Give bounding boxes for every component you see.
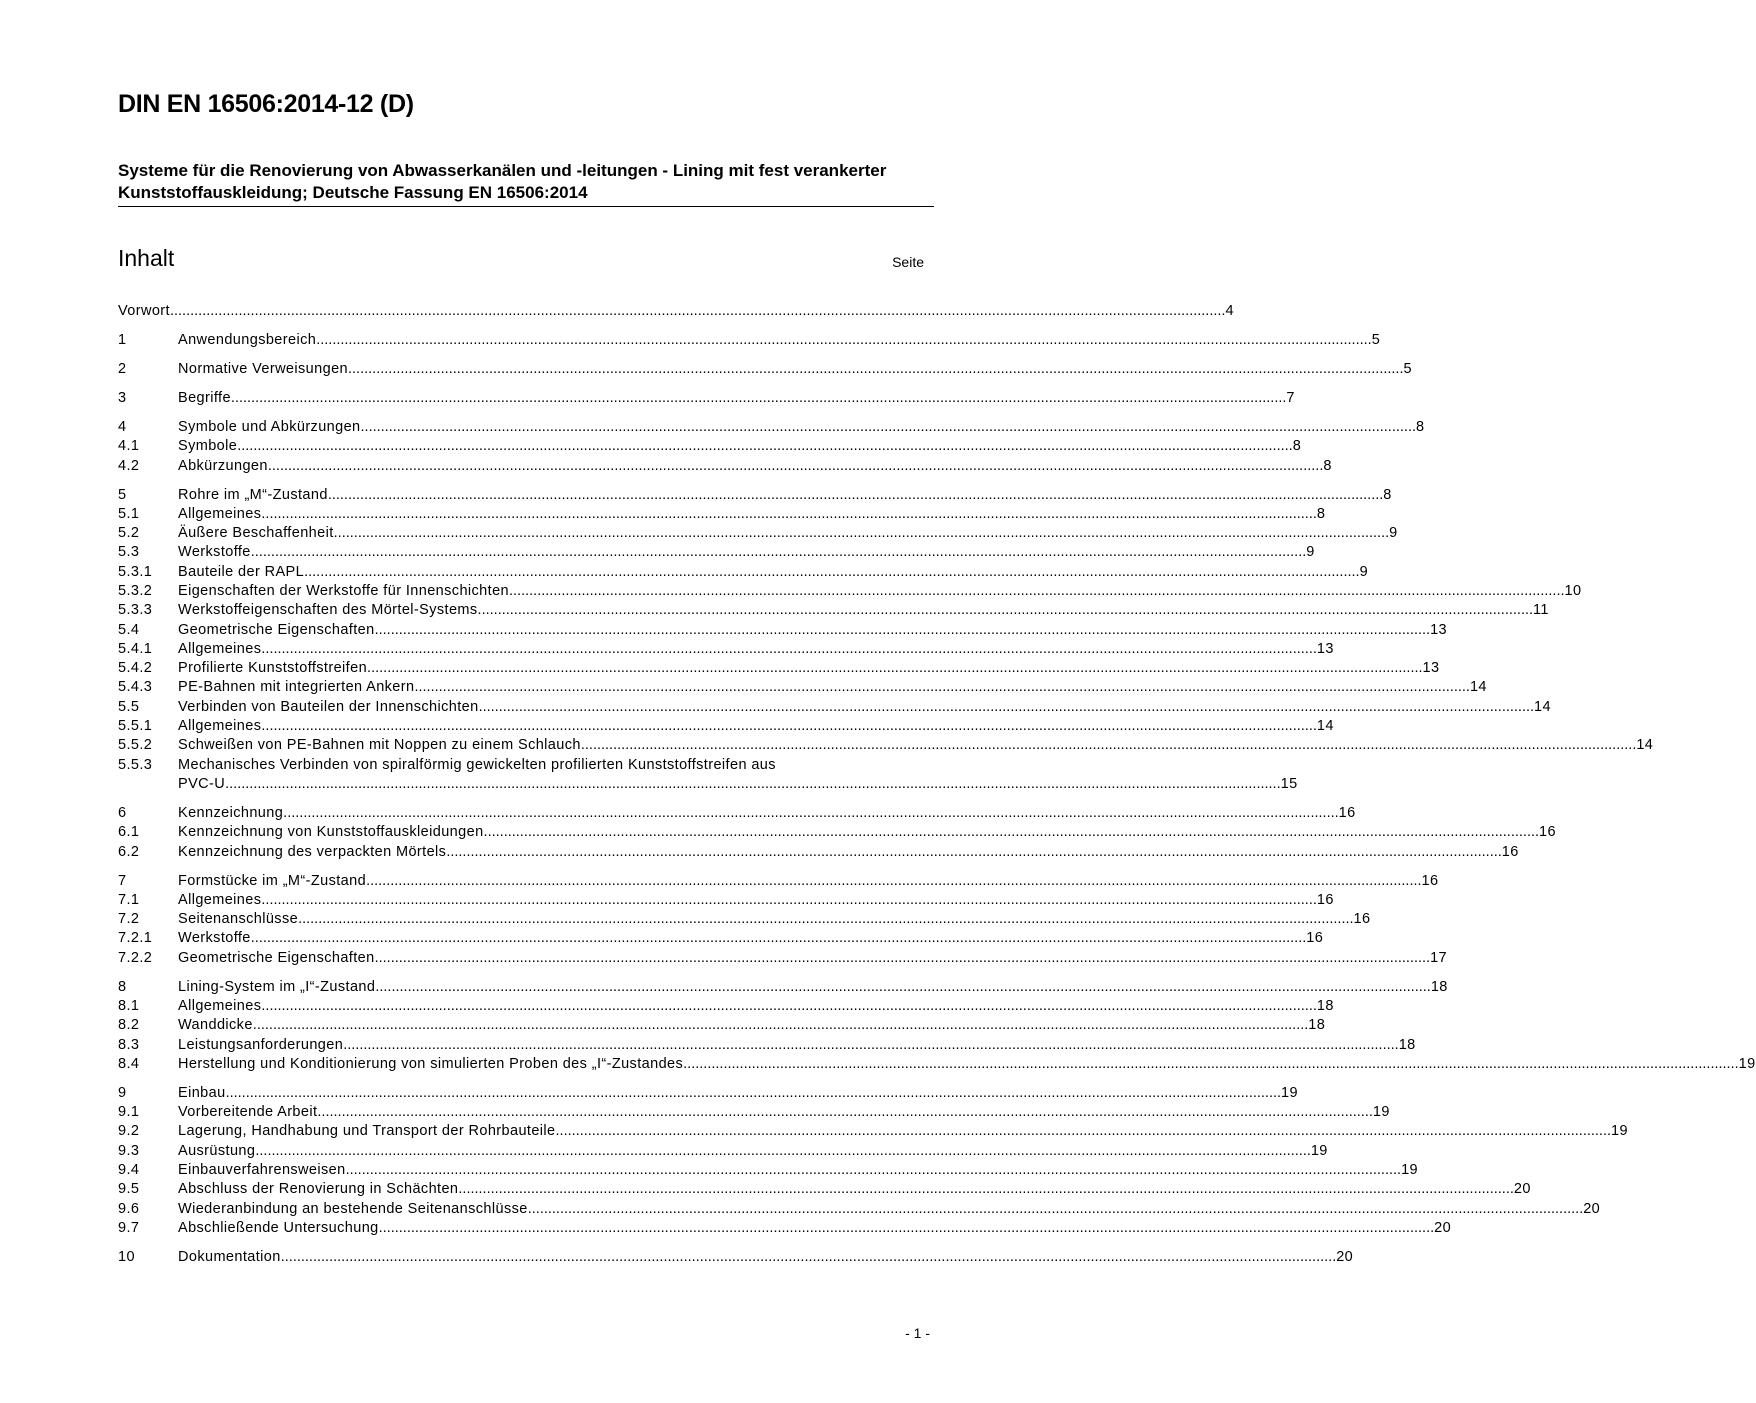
toc-entry-title: Formstücke im „M“-Zustand [178, 872, 367, 889]
toc-entry-page: 8 [1323, 457, 1332, 474]
toc-entry-page: 14 [1636, 737, 1654, 754]
toc-entry-title: Allgemeines [178, 640, 262, 657]
toc-leader-dots [268, 457, 1323, 476]
toc-entry-page: 11 [1533, 602, 1549, 619]
toc-entry-number: 4.1 [118, 438, 140, 455]
toc-leader-dots [253, 1016, 1308, 1035]
toc-entry-page: 8 [1416, 418, 1425, 435]
toc-entry-page: 17 [1430, 949, 1448, 966]
toc-entry-title: Mechanisches Verbinden von spiralförmig gewickelten profilierten Kunststoffstreifen aus [178, 756, 776, 773]
toc-entry-title: Ausrüstung [178, 1142, 256, 1159]
table-of-contents [118, 302, 1756, 1267]
toc-leader-dots [446, 843, 1501, 862]
toc-entry-title: Einbau [178, 1084, 226, 1101]
toc-entry[interactable] [118, 929, 1324, 948]
toc-entry-title: Geometrische Eigenschaften [178, 621, 375, 638]
toc-entry-title: Äußere Beschaffenheit [178, 525, 334, 542]
toc-entry-page: 20 [1583, 1200, 1601, 1217]
toc-entry[interactable] [118, 1103, 1390, 1122]
toc-leader-dots [304, 563, 1359, 582]
toc-entry-page: 18 [1316, 998, 1334, 1014]
toc-entry-title: Leistungsanforderungen [178, 1036, 344, 1053]
toc-entry-page: 16 [1338, 804, 1356, 821]
toc-leader-dots [261, 717, 1316, 736]
toc-leader-dots [379, 1219, 1434, 1238]
toc-entry[interactable] [118, 1142, 1328, 1161]
toc-entry[interactable] [118, 601, 1549, 620]
toc-entry-number: 9.6 [118, 1200, 140, 1217]
toc-entry-number: 7.2 [118, 911, 140, 928]
toc-entry-page: 10 [1564, 583, 1582, 599]
toc-leader-dots [528, 1200, 1583, 1219]
toc-entry-page: 9 [1359, 563, 1369, 580]
toc-leader-dots [317, 1103, 1372, 1122]
toc-entry[interactable] [118, 457, 1332, 476]
toc-entry-number: 5.3.3 [118, 602, 153, 619]
toc-entry[interactable] [118, 736, 1654, 755]
toc-entry-title: Werkstoffe [178, 544, 251, 561]
toc-entry[interactable] [118, 302, 1234, 321]
toc-entry[interactable] [118, 621, 1448, 640]
toc-entry-title: Wiederanbindung an bestehende Seitenanschlüsse [178, 1200, 528, 1217]
toc-entry[interactable] [118, 1180, 1531, 1199]
toc-entry-number: 5.4.1 [118, 640, 153, 657]
toc-entry[interactable] [118, 360, 1412, 379]
toc-entry-page: 16 [1539, 824, 1556, 841]
toc-entry[interactable] [118, 331, 1381, 350]
toc-entry-title: Lagerung, Handhabung und Transport der Rohrbauteile [178, 1123, 556, 1140]
toc-entry-page: 5 [1371, 331, 1381, 348]
toc-entry-title: Lining-System im „I“-Zustand [178, 978, 376, 995]
toc-entry[interactable] [118, 1036, 1416, 1055]
toc-entry[interactable] [118, 978, 1448, 997]
toc-entry-page: 13 [1430, 621, 1448, 638]
toc-leader-dots [366, 872, 1421, 891]
toc-entry[interactable] [118, 891, 1334, 910]
toc-entry-title: Vorwort [118, 303, 170, 319]
toc-entry-title: Begriffe [178, 389, 231, 406]
toc-entry-number: 3 [118, 389, 127, 406]
toc-entry-number: 5.2 [118, 525, 140, 542]
toc-entry-number: 9.2 [118, 1123, 140, 1140]
toc-entry-page: 19 [1281, 1084, 1298, 1101]
toc-entry-number: 7 [118, 872, 127, 889]
toc-entry-title: PVC-U [178, 775, 226, 792]
toc-entry[interactable] [118, 756, 931, 775]
toc-entry-title: Eigenschaften der Werkstoffe für Innenschichten [178, 583, 510, 599]
toc-entry[interactable] [118, 1122, 1628, 1141]
toc-leader-dots [298, 910, 1353, 929]
toc-entry-title: Allgemeines [178, 505, 262, 522]
toc-entry-page: 14 [1469, 679, 1487, 696]
toc-entry[interactable] [118, 505, 1326, 524]
toc-entry-page: 19 [1372, 1104, 1390, 1121]
toc-entry-page: 9 [1306, 544, 1315, 561]
toc-entry-title: Kennzeichnung [178, 804, 284, 821]
toc-leader-dots [367, 659, 1422, 678]
toc-leader-dots [479, 698, 1534, 717]
toc-entry-title: Normative Verweisungen [178, 360, 348, 377]
toc-entry-page: 5 [1403, 360, 1412, 377]
toc-entry-title: Verbinden von Bauteilen der Innenschichten [178, 698, 479, 715]
toc-entry-number: 5.5.1 [118, 718, 153, 735]
toc-entry-title: Vorbereitende Arbeit [178, 1104, 318, 1121]
toc-entry-title: Anwendungsbereich [178, 331, 317, 348]
toc-entry-number: 4 [118, 418, 127, 435]
document-id: DIN EN 16506:2014-12 (D) [118, 90, 414, 118]
toc-entry-number: 7.2.1 [118, 930, 153, 947]
toc-heading: Inhalt [118, 245, 175, 271]
toc-leader-dots [375, 978, 1430, 997]
toc-entry-title: Dokumentation [178, 1248, 281, 1265]
toc-entry-title: Allgemeines [178, 891, 262, 908]
toc-entry[interactable] [118, 486, 1392, 505]
toc-entry[interactable] [118, 543, 1315, 562]
toc-entry[interactable] [118, 843, 1519, 862]
toc-entry-page: 19 [1401, 1162, 1419, 1179]
toc-entry-page: 16 [1353, 911, 1371, 928]
toc-leader-dots [581, 736, 1636, 755]
toc-entry-title: Herstellung und Konditionierung von simulierten Proben des „I“-Zustandes [178, 1055, 684, 1072]
toc-leader-dots [237, 437, 1292, 456]
toc-entry-page: 9 [1389, 525, 1398, 542]
toc-entry[interactable] [118, 659, 1440, 678]
toc-leader-dots [375, 949, 1430, 968]
toc-entry[interactable] [118, 1248, 1354, 1267]
toc-entry-page: 20 [1513, 1181, 1531, 1198]
toc-leader-dots [170, 302, 1225, 321]
toc-leader-dots [484, 823, 1539, 842]
toc-entry-title: Wanddicke [178, 1017, 253, 1034]
toc-entry-number: 9 [118, 1084, 127, 1101]
toc-entry-title: Geometrische Eigenschaften [178, 949, 375, 966]
toc-entry-number: 5.4.3 [118, 679, 153, 696]
toc-entry[interactable] [118, 823, 1556, 842]
toc-entry-number: 5.3.1 [118, 563, 153, 580]
toc-page-label: Seite [892, 254, 924, 270]
toc-entry-title: Kennzeichnung des verpackten Mörtels [178, 843, 447, 860]
toc-entry-page: 15 [1280, 775, 1298, 792]
toc-entry-page: 19 [1310, 1142, 1328, 1159]
toc-entry-number: 5.3 [118, 544, 140, 561]
toc-entry-page: 16 [1306, 930, 1324, 947]
toc-entry-title: Bauteile der RAPL [178, 563, 305, 580]
toc-entry-title: Einbauverfahrensweisen [178, 1162, 346, 1179]
toc-entry-page: 20 [1336, 1248, 1354, 1265]
toc-entry[interactable] [118, 804, 1356, 823]
toc-entry-number: 8 [118, 978, 127, 995]
toc-leader-dots [343, 1036, 1398, 1055]
toc-entry[interactable] [118, 1200, 1601, 1219]
toc-entry-number: 6.2 [118, 843, 140, 860]
toc-entry-page: 7 [1286, 389, 1295, 406]
toc-entry-number: 7.1 [118, 891, 140, 908]
toc-entry-number: 5.5.2 [118, 737, 153, 754]
toc-entry-page: 14 [1316, 718, 1334, 735]
toc-entry-title: Allgemeines [178, 998, 262, 1014]
toc-entry-number: 6 [118, 804, 127, 821]
toc-entry-number: 7.2.2 [118, 949, 153, 966]
toc-entry[interactable] [118, 997, 1334, 1016]
toc-leader-dots [251, 543, 1306, 562]
toc-entry[interactable] [118, 1219, 1452, 1238]
toc-entry[interactable] [118, 1084, 1298, 1103]
toc-entry-title: Seitenanschlüsse [178, 911, 299, 928]
toc-leader-dots [346, 1161, 1401, 1180]
toc-entry[interactable] [118, 563, 1369, 582]
toc-entry-page: 8 [1383, 486, 1392, 503]
toc-entry-number: 4.2 [118, 457, 140, 474]
toc-entry-number: 5.4 [118, 621, 140, 638]
toc-leader-dots [251, 929, 1306, 948]
toc-entry[interactable] [118, 910, 1371, 929]
toc-entry-title: Abkürzungen [178, 457, 268, 474]
toc-entry[interactable] [118, 698, 1551, 717]
toc-entry-number: 9.4 [118, 1162, 140, 1179]
toc-entry-page: 18 [1430, 978, 1448, 995]
toc-entry-number: 5 [118, 486, 127, 503]
toc-leader-dots [316, 331, 1371, 350]
toc-entry-number: 5.3.2 [118, 583, 153, 599]
toc-leader-dots [556, 1122, 1611, 1141]
toc-entry-title: Symbole und Abkürzungen [178, 418, 361, 435]
toc-entry-number: 5.5 [118, 698, 140, 715]
toc-entry-number: 5.5.3 [118, 756, 153, 773]
page-number: - 1 - [905, 1325, 930, 1341]
toc-leader-dots [375, 621, 1430, 640]
toc-leader-dots [261, 891, 1316, 910]
toc-entry-page: 8 [1316, 505, 1326, 522]
toc-entry-title: Werkstoffe [178, 930, 251, 947]
toc-entry-number: 5.4.2 [118, 660, 153, 677]
toc-leader-dots [334, 524, 1389, 543]
toc-entry[interactable] [118, 418, 1425, 437]
toc-leader-dots [478, 601, 1533, 620]
toc-entry[interactable] [118, 582, 1582, 601]
toc-entry[interactable] [118, 524, 1398, 543]
toc-entry-number: 10 [118, 1248, 135, 1265]
toc-entry-title: Abschluss der Renovierung in Schächten [178, 1181, 459, 1198]
toc-entry-title: Kennzeichnung von Kunststoffauskleidungen [178, 824, 484, 841]
toc-entry-number: 9.5 [118, 1181, 140, 1198]
toc-entry-page: 19 [1738, 1055, 1756, 1072]
toc-entry[interactable] [118, 717, 1334, 736]
toc-leader-dots [328, 486, 1383, 505]
toc-entry-page: 18 [1398, 1036, 1416, 1053]
toc-entry-title: Allgemeines [178, 718, 262, 735]
toc-entry-page: 13 [1422, 660, 1440, 677]
toc-entry-number: 1 [118, 331, 127, 348]
toc-entry-number: 8.2 [118, 1017, 140, 1034]
toc-leader-dots [683, 1055, 1738, 1074]
toc-entry[interactable] [118, 437, 1302, 456]
toc-entry-number: 8.3 [118, 1036, 140, 1053]
toc-entry[interactable] [118, 872, 1439, 891]
toc-entry-number: 9.7 [118, 1219, 140, 1236]
toc-entry-number: 8.1 [118, 998, 140, 1014]
toc-leader-dots [509, 582, 1564, 601]
toc-entry-page: 14 [1534, 698, 1551, 715]
toc-leader-dots [414, 678, 1469, 697]
toc-leader-dots [458, 1180, 1513, 1199]
toc-entry[interactable] [118, 678, 1487, 697]
toc-entry[interactable] [118, 1055, 1756, 1074]
toc-leader-dots [283, 804, 1338, 823]
toc-entry[interactable] [118, 1161, 1419, 1180]
toc-entry-title: Rohre im „M“-Zustand [178, 486, 328, 503]
toc-entry-page: 16 [1421, 872, 1439, 889]
toc-entry-page: 20 [1434, 1219, 1452, 1236]
toc-leader-dots [255, 1142, 1310, 1161]
toc-leader-dots [281, 1248, 1336, 1267]
toc-entry-title: Abschließende Untersuchung [178, 1219, 379, 1236]
toc-entry-number: 5.1 [118, 505, 140, 522]
toc-entry-page: 19 [1611, 1123, 1628, 1140]
toc-entry-title: Schweißen von PE-Bahnen mit Noppen zu einem Schlauch [178, 737, 581, 754]
toc-leader-dots [348, 360, 1403, 379]
toc-entry-number: 8.4 [118, 1055, 140, 1072]
toc-entry[interactable] [118, 389, 1295, 408]
toc-leader-dots [261, 997, 1316, 1016]
toc-entry-title: PE-Bahnen mit integrierten Ankern [178, 679, 415, 696]
toc-entry-page: 8 [1292, 438, 1302, 455]
toc-entry-number: 9.3 [118, 1142, 140, 1159]
toc-entry[interactable] [118, 640, 1334, 659]
toc-entry-title: Profilierte Kunststoffstreifen [178, 660, 368, 677]
toc-entry[interactable] [118, 949, 1448, 968]
toc-leader-dots [261, 640, 1316, 659]
toc-leader-dots [261, 505, 1316, 524]
toc-entry-page: 16 [1501, 843, 1519, 860]
toc-entry-number: 9.1 [118, 1104, 140, 1121]
toc-entry-page: 16 [1316, 891, 1334, 908]
document-subtitle: Systeme für die Renovierung von Abwasserkanälen und -leitungen - Lining mit fest verankerter Kunststoffauskleidung; Deutsche Fassung EN 16506:2014 [118, 161, 887, 202]
toc-entry-continuation[interactable] [118, 775, 1298, 794]
toc-leader-dots [226, 1084, 1281, 1103]
toc-entry-number: 6.1 [118, 824, 140, 841]
toc-entry-title: Symbole [178, 438, 238, 455]
toc-entry-page: 13 [1316, 640, 1334, 657]
toc-leader-dots [361, 418, 1416, 437]
toc-entry-title: Werkstoffeigenschaften des Mörtel-Systems [178, 602, 478, 619]
title-divider [118, 206, 934, 207]
toc-entry[interactable] [118, 1016, 1326, 1035]
toc-entry-page: 18 [1308, 1017, 1326, 1034]
toc-entry-page: 4 [1225, 303, 1234, 319]
toc-leader-dots [225, 775, 1280, 794]
toc-leader-dots [231, 389, 1286, 408]
toc-entry-number: 2 [118, 360, 127, 377]
